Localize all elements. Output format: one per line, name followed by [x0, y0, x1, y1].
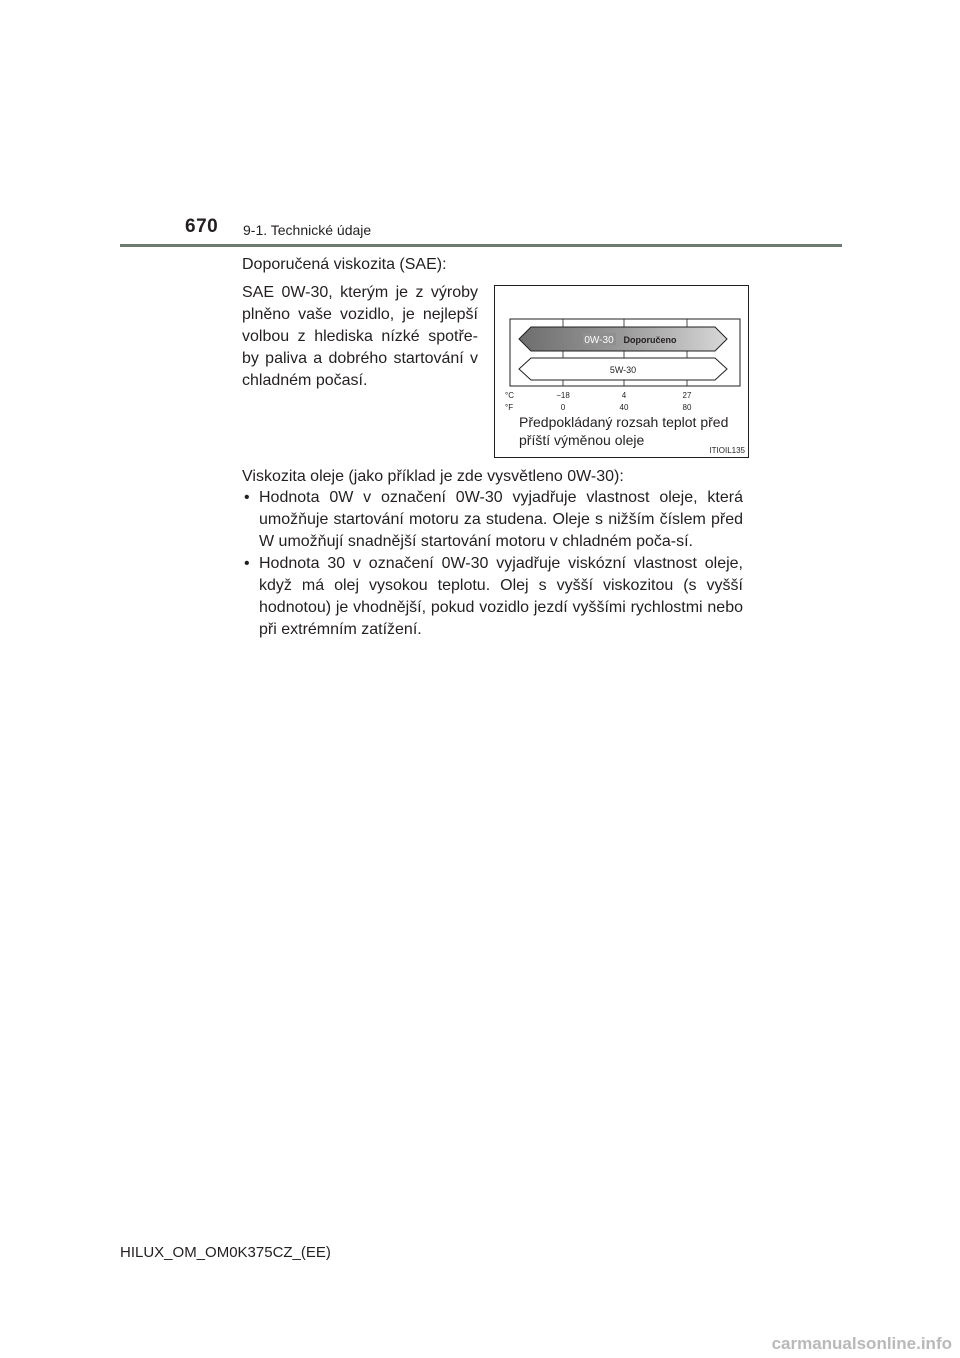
celsius-unit: °C [505, 391, 514, 400]
figure-code: ITIOIL135 [709, 446, 745, 455]
sae-paragraph: SAE 0W-30, kterým je z výroby plněno vaše vozidlo, je nejlepší volbou z hlediska nízké spotře-by paliva a dobrého startování v chladném počasí. [242, 284, 478, 389]
upper-arrow-label: Doporučeno [623, 335, 677, 345]
viscosity-bullet-list [242, 487, 743, 641]
bullet-cold-start: • Hodnota 0W v označení 0W-30 vyjadřuje vlastnost oleje, která umožňuje startování motoru za studena. Oleje s nižším číslem před W umožňují snadnější startování motoru v chladném poča-sí. [242, 487, 743, 553]
fahrenheit-unit: °F [505, 403, 514, 412]
page-number: 670 [185, 216, 219, 237]
figure-caption: Předpokládaný rozsah teplot před příští výměnou oleje [519, 414, 729, 448]
oil-viscosity-figure [494, 285, 749, 458]
bullet-hot-viscosity: • Hodnota 30 v označení 0W-30 vyjadřuje viskózní vlastnost oleje, když má olej vysokou teplotu. Olej s vyšší viskozitou (s vyšší hodnotou) je vhodnější, pokud vozidlo jezdí vyššími rychlostmi nebo při extrémním zatížení. [242, 553, 743, 641]
fahrenheit-tick: 40 [619, 403, 629, 412]
document-code-footer: HILUX_OM_OM0K375CZ_(EE) [120, 1244, 331, 1261]
viscosity-example-heading: Viskozita oleje (jako příklad je zde vysvětleno 0W-30): [242, 468, 624, 485]
watermark: carmanualsonline.info [771, 1334, 952, 1353]
celsius-tick: 4 [621, 391, 627, 400]
upper-arrow-grade: 0W-30 [584, 335, 614, 346]
celsius-tick: −18 [556, 391, 570, 400]
lower-arrow-grade: 5W-30 [609, 365, 637, 375]
fahrenheit-tick: 80 [682, 403, 692, 412]
section-title: 9-1. Technické údaje [243, 222, 372, 238]
header-divider [120, 244, 842, 247]
fahrenheit-tick: 0 [560, 403, 566, 412]
recommended-viscosity-heading: Doporučená viskozita (SAE): [242, 256, 447, 273]
celsius-tick: 27 [682, 391, 692, 400]
